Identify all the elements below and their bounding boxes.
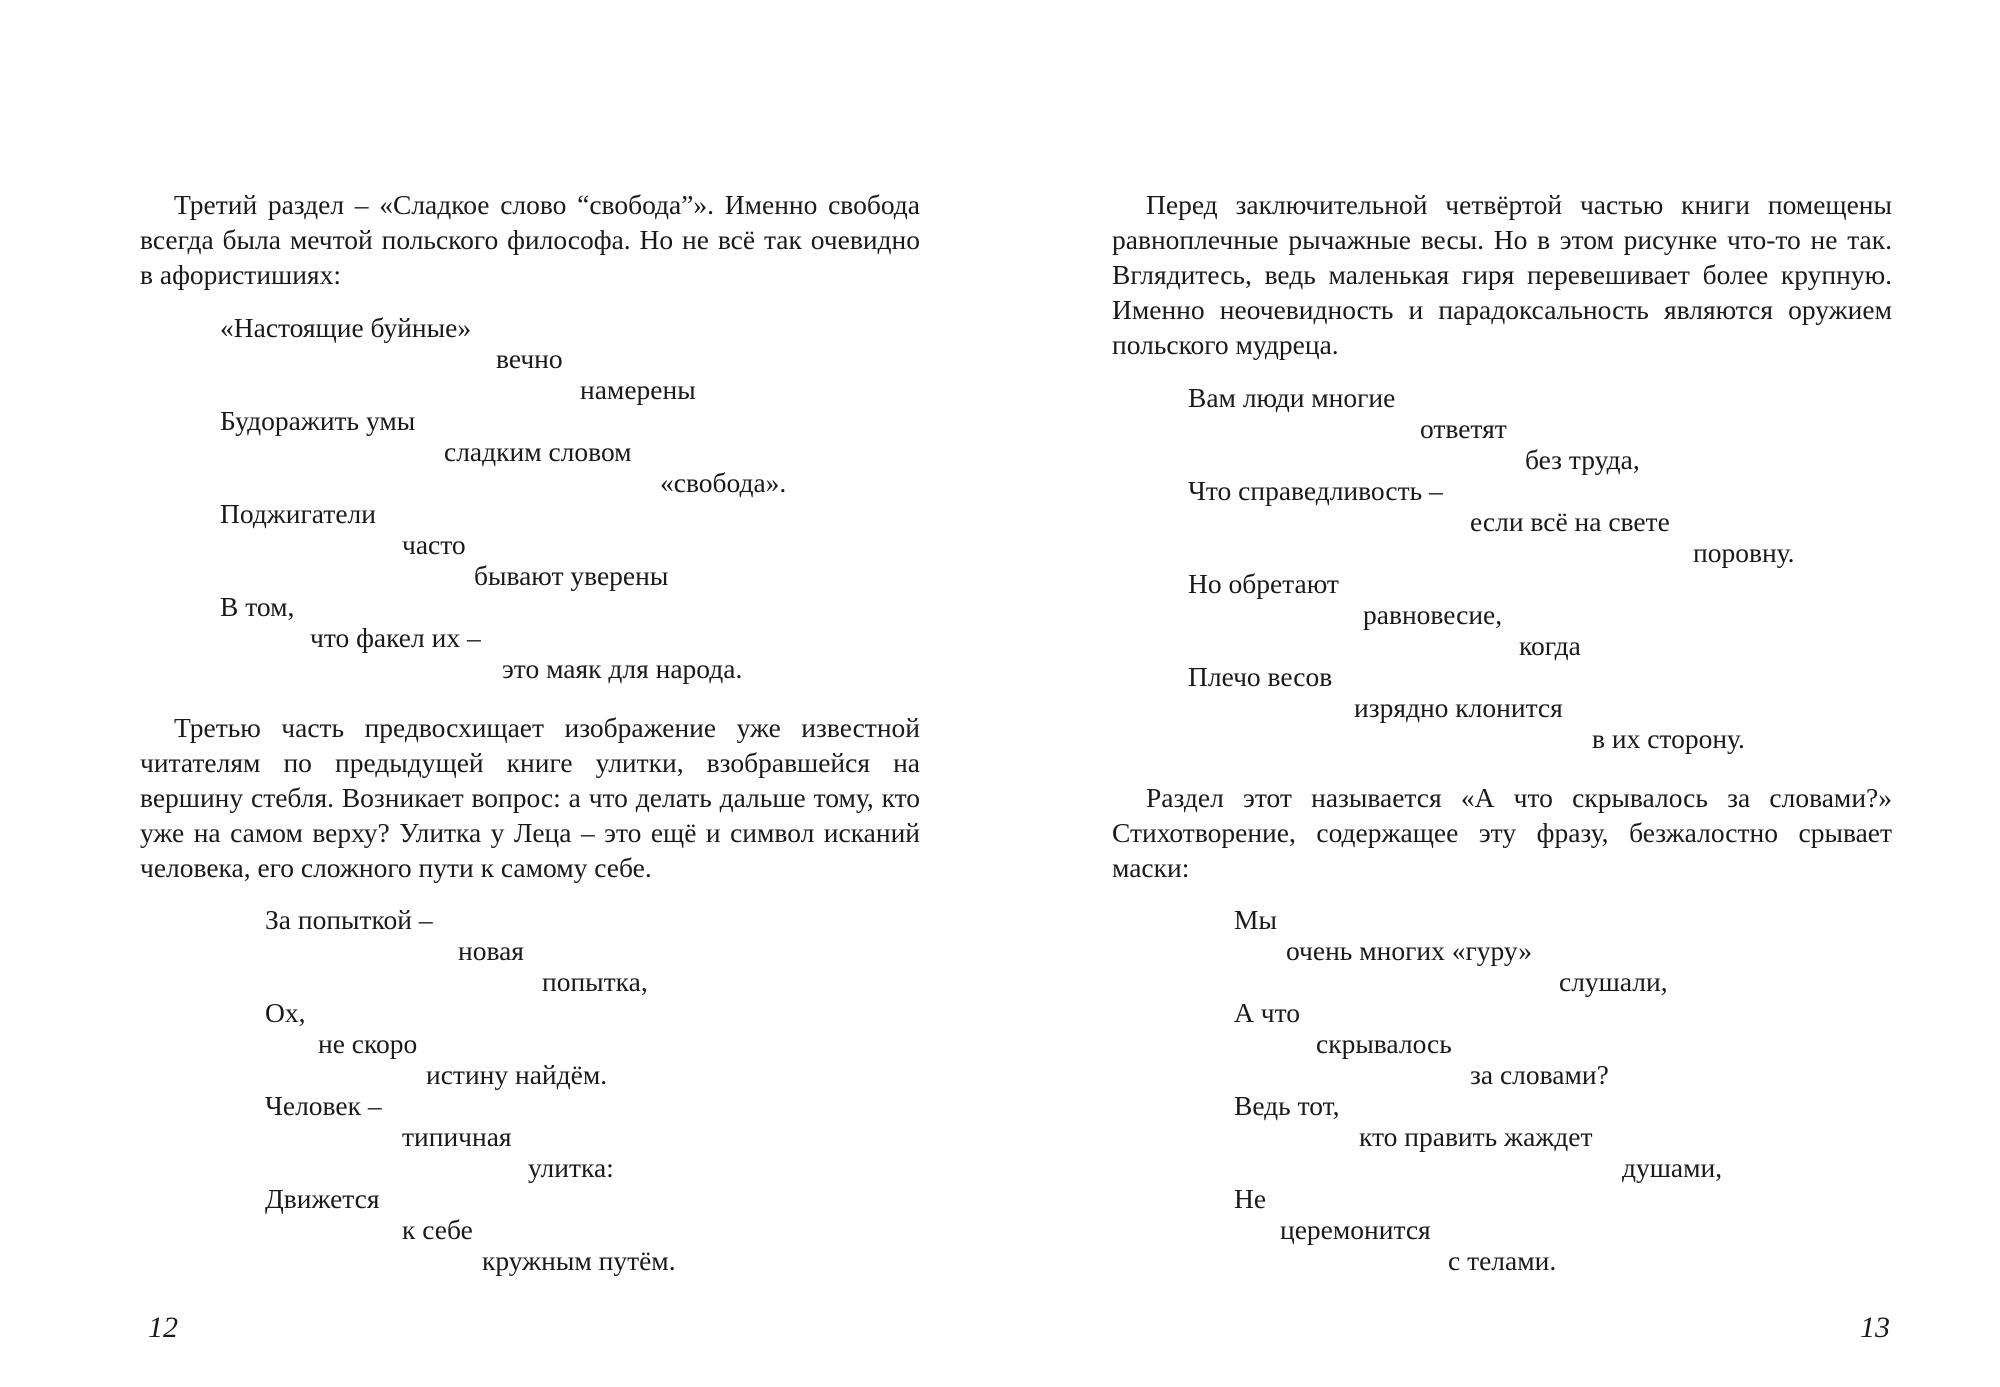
poem-line: Ведь тот,: [1234, 1090, 1340, 1121]
poem-line: поровну.: [1693, 537, 1795, 568]
poem-line: если всё на свете: [1470, 506, 1670, 537]
poem-line: Движется: [265, 1183, 380, 1214]
poem-line: попытка,: [542, 966, 648, 997]
poem-line: бывают уверены: [474, 560, 669, 591]
poem-line: душами,: [1622, 1152, 1723, 1183]
poem-line: без труда,: [1525, 444, 1640, 475]
page-number-left: 12: [148, 1311, 178, 1344]
left-paragraph-1: Третий раздел – «Сладкое слово “свобода”». Именно свобода всегда была мечтой польского философа. Но не всё так очевидно в афористишиях:: [140, 189, 920, 290]
right-page: [1000, 0, 2000, 1387]
poem-line: Что справедливость –: [1188, 475, 1443, 506]
poem-line: Поджигатели: [220, 498, 376, 529]
poem-line: Плечо весов: [1188, 661, 1333, 692]
poem-line: За попыткой –: [265, 904, 433, 935]
poem-line: В том,: [220, 591, 295, 622]
poem-line: кружным путём.: [482, 1245, 676, 1276]
poem-line: типичная: [402, 1121, 512, 1152]
poem-line: Не: [1234, 1183, 1267, 1214]
poem-line: Человек –: [265, 1090, 382, 1121]
poem-line: равновесие,: [1363, 599, 1503, 630]
poem-line: это маяк для народа.: [502, 653, 743, 684]
poem-line: церемонится: [1280, 1214, 1431, 1245]
right-paragraph-1: Перед заключительной четвёртой частью книги помещены равноплечные рычажные весы. Но в этом рисунке что-то не так. Вглядитесь, ведь маленькая гиря перевешивает более крупную. Именно неочевидность и парадоксальность являются оружием польского мудреца.: [1112, 189, 1892, 360]
poem-line: изрядно клонится: [1354, 692, 1563, 723]
poem-line: истину найдём.: [426, 1059, 608, 1090]
poem-line: Ох,: [265, 997, 306, 1028]
poem-line: когда: [1519, 630, 1581, 661]
poem-line: что факел их –: [310, 622, 481, 653]
poem-line: не скоро: [318, 1028, 418, 1059]
poem-line: «Настоящие буйные»: [220, 312, 472, 343]
poem-line: скрывалось: [1316, 1028, 1452, 1059]
poem-line: Но обретают: [1188, 568, 1339, 599]
poem-line: новая: [458, 935, 524, 966]
poem-line: часто: [402, 529, 466, 560]
poem-line: Будоражить умы: [220, 405, 416, 436]
poem-line: сладким словом: [444, 436, 632, 467]
poem-line: кто править жаждет: [1359, 1121, 1593, 1152]
right-paragraph-2: Раздел этот называется «А что скрывалось за словами?» Стихотворение, содержащее эту фразу, безжалостно срывает маски:: [1112, 782, 1892, 883]
poem-line: с телами.: [1448, 1245, 1557, 1276]
poem-line: очень многих «гуру»: [1286, 935, 1533, 966]
poem-line: намерены: [580, 374, 696, 405]
poem-line: ответят: [1420, 413, 1507, 444]
poem-line: Мы: [1234, 904, 1277, 935]
poem-line: улитка:: [528, 1152, 614, 1183]
poem-line: А что: [1234, 997, 1300, 1028]
left-paragraph-2: Третью часть предвосхищает изображение уже известной читателям по предыдущей книге улитки, взобравшейся на вершину стебля. Возникает вопрос: а что делать дальше тому, кто уже на самом верху? Улитка у Леца – это ещё и символ исканий человека, его сложного пути к самому себе.: [140, 712, 920, 883]
poem-line: «свобода».: [660, 467, 787, 498]
poem-line: слушали,: [1559, 966, 1668, 997]
poem-line: вечно: [496, 343, 563, 374]
page-number-right: 13: [1860, 1311, 1890, 1344]
poem-line: Вам люди многие: [1188, 382, 1396, 413]
poem-line: к себе: [402, 1214, 473, 1245]
poem-line: за словами?: [1470, 1059, 1609, 1090]
poem-line: в их сторону.: [1592, 723, 1745, 754]
